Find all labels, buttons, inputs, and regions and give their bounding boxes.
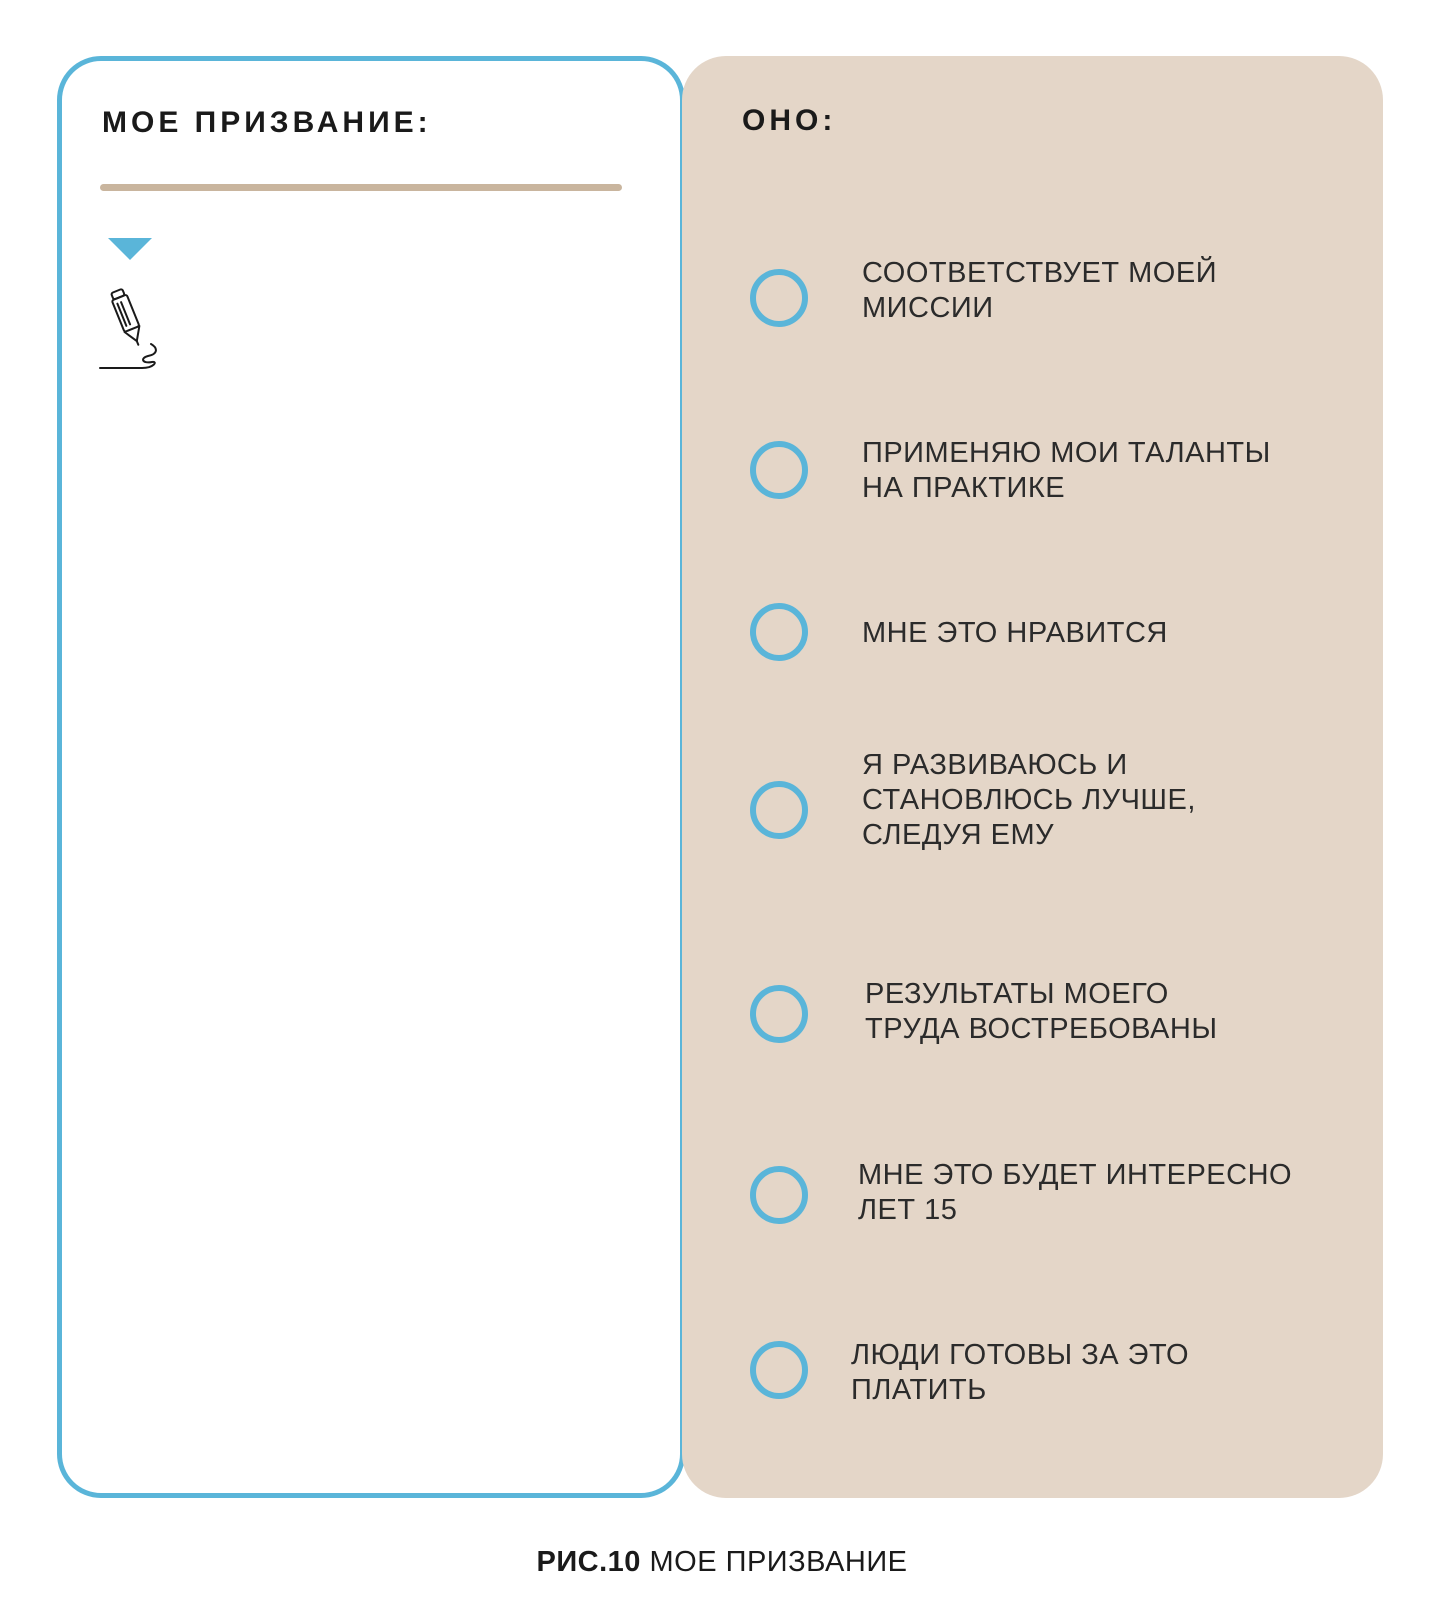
checkbox-circle[interactable] [750,1166,808,1224]
figure-number: РИС.10 [536,1546,641,1578]
calling-input-card[interactable] [57,56,685,1498]
criteria-title: ОНО: [742,104,837,137]
calling-title: МОЕ ПРИЗВАНИЕ: [102,106,432,139]
checkbox-circle[interactable] [750,781,808,839]
criterion-label: РЕЗУЛЬТАТЫ МОЕГО ТРУДА ВОСТРЕБОВАНЫ [865,978,1218,1045]
criterion-label: МНЕ ЭТО НРАВИТСЯ [862,617,1168,649]
criterion-label: ПРИМЕНЯЮ МОИ ТАЛАНТЫ НА ПРАКТИКЕ [862,437,1271,504]
figure-title: МОЕ ПРИЗВАНИЕ [640,1546,908,1578]
figure-caption [0,1546,1444,1579]
checkbox-circle[interactable] [750,603,808,661]
checkbox-circle[interactable] [750,985,808,1043]
checkbox-circle[interactable] [750,441,808,499]
criterion-label: Я РАЗВИВАЮСЬ И СТАНОВЛЮСЬ ЛУЧШЕ, СЛЕДУЯ ЕМУ [862,749,1196,851]
checkbox-circle[interactable] [750,1341,808,1399]
title-underline [100,184,622,191]
criterion-label: МНЕ ЭТО БУДЕТ ИНТЕРЕСНО ЛЕТ 15 [858,1159,1293,1226]
pen-writing-icon [96,284,166,380]
criterion-label: ЛЮДИ ГОТОВЫ ЗА ЭТО ПЛАТИТЬ [851,1339,1189,1406]
triangle-down-icon [108,238,152,260]
checkbox-circle[interactable] [750,269,808,327]
criterion-label: СООТВЕТСТВУЕТ МОЕЙ МИССИИ [862,257,1218,324]
